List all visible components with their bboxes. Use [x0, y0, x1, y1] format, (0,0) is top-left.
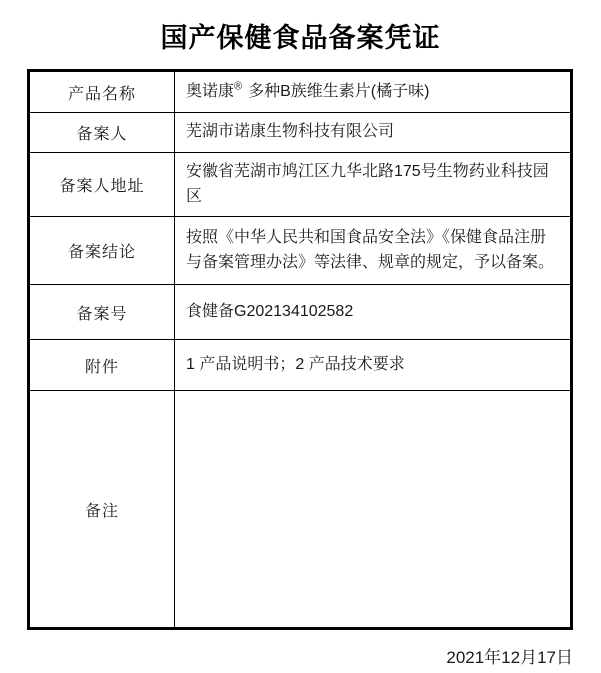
filing-conclusion-label: 备案结论 — [29, 217, 175, 285]
filing-number-label: 备案号 — [29, 285, 175, 340]
remarks-label: 备注 — [29, 391, 175, 629]
registered-trademark-symbol: ® — [234, 80, 243, 93]
attachments-label: 附件 — [29, 340, 175, 391]
registrant-address-value: 安徽省芜湖市鸠江区九华北路175号生物药业科技园区 — [175, 152, 572, 217]
table-row-attachments — [29, 340, 572, 391]
registrant-value: 芜湖市诺康生物科技有限公司 — [175, 113, 572, 153]
table-row-filing-conclusion — [29, 217, 572, 285]
filing-number-value: 食健备G202134102582 — [175, 285, 572, 340]
table-row-registrant — [29, 113, 572, 153]
product-name-text: 多种B族维生素片(橘子味) — [248, 82, 430, 100]
issue-date: 2021年12月17日 — [446, 648, 573, 667]
remarks-value — [175, 391, 572, 629]
registrant-address-label: 备案人地址 — [29, 152, 175, 217]
table-row-product-name — [29, 71, 572, 113]
filing-conclusion-value: 按照《中华人民共和国食品安全法》《保健食品注册与备案管理办法》等法律、规章的规定，予以备案。 — [175, 217, 572, 285]
page-title: 国产保健食品备案凭证 — [160, 23, 441, 53]
certificate-table — [27, 69, 573, 630]
product-name-value — [175, 71, 572, 113]
registrant-label: 备案人 — [29, 113, 175, 153]
attachments-value: 1 产品说明书；2 产品技术要求 — [175, 340, 572, 391]
table-row-registrant-address — [29, 152, 572, 217]
table-row-remarks — [29, 391, 572, 629]
product-name-label: 产品名称 — [29, 71, 175, 113]
product-brand: 奥诺康 — [186, 82, 235, 100]
table-row-filing-number — [29, 285, 572, 340]
